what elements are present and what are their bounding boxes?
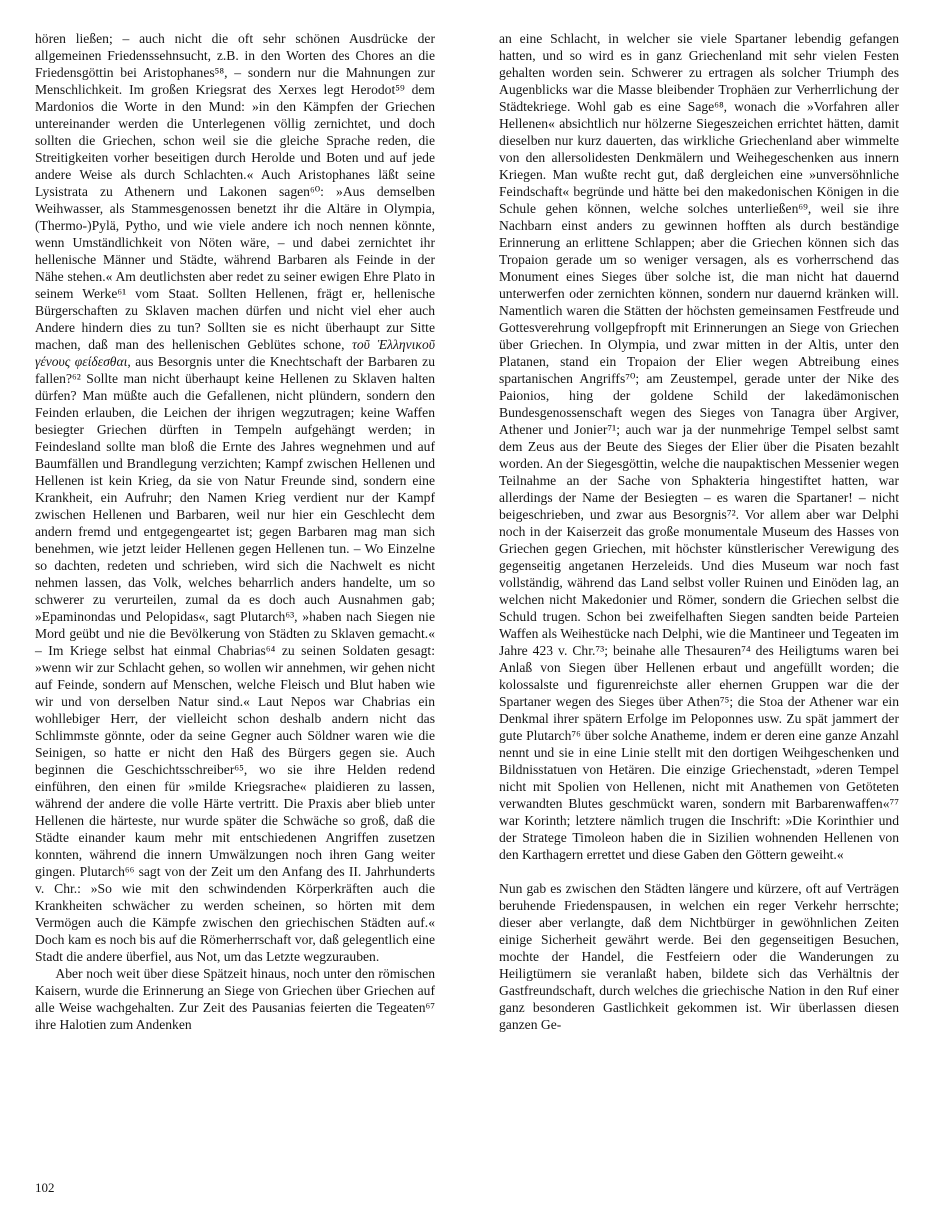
- greek-phrase: τοῦ Ἑλληνικοῦ γένους φείδεσθαι: [35, 337, 435, 369]
- paragraph: [35, 30, 435, 965]
- page-number: 102: [35, 1180, 55, 1195]
- right-column: [499, 30, 899, 1033]
- paragraph-text: hören ließen; – auch nicht die oft sehr schönen Ausdrücke der allgemeinen Friedenssehnsucht, z.B. in den Worten des Chores an die Friedensgöttin bei Aristophanes⁵⁸, – sondern nur die Mahnungen zur Menschlichkeit. Im großen Kriegsrat des Xerxes legt Herodot⁵⁹ dem Mardonios die Worte in den Mund: »in den Kämpfen der Griechen untereinander werden die Unterlegenen völlig zernichtet, und doch sollten die Griechen, schon weil sie die gleiche Sprache reden, die Streitigkeiten vorher beseitigen durch Herolde und Boten und auf jede andere Weise als durch Schlachten.« Auch Aristophanes läßt seine Lysistrata zu Athenern und Lakonen sagen⁶⁰: »Aus demselben Weihwasser, als Stammesgenossen benetzt ihr die Altäre in Olympia, (Thermo-)Pylä, Pytho, und wie viele andere ich noch nennen könnte, wenn Umständlichkeit von Nöten wäre, – und dabei zernichtet ihr hellenische Männer und Städte, während Barbaren als Feinde in der Nähe stehen.« Am deutlichsten aber redet zu seiner ewigen Ehre Plato in seinem Werke⁶¹ vom Staat. Sollten Hellenen, frägt er, hellenische Bürgerschaften zu Sklaven machen dürfen und nicht viel eher auch Andere hindern dies zu tun? Sollten sie es nicht überhaupt zur Sitte machen, daß man des hellenischen Geblütes schone,: [35, 31, 435, 352]
- text-columns: [35, 30, 900, 1033]
- paragraph: an eine Schlacht, in welcher sie viele Spartaner lebendig gefangen hatten, und so wird es in ganz Griechenland mit sehr vielen Festen gehalten worden sein. Schwerer zu ertragen als solcher Triumph des Augenblicks war die Masse bleibender Trophäen zur Verherrlichung der Städtekriege. Wohl gab es eine Sage⁶⁸, wonach die »Vorfahren aller Hellenen« absichtlich nur hölzerne Siegeszeichen errichtet hätten, damit dieselben nur kurz dauerten, das wirkliche Griechenland aber wimmelte von den allersolidesten Denkmälern und Weihegeschenken aus innern Kriegen. Man wußte recht gut, daß dergleichen eine »unversöhnliche Feindschaft« begründe und hätte bei den makedonischen Königen in die Schule gehen können, welche solches unterließen⁶⁹, weil sie ihre Nachbarn einst anders zu gewinnen hofften als durch beständige Erinnerung an erlittene Schlappen; aber die Griechen können sich das Tropaion gerade um so weniger versagen, als es vorherrschend das Monument eines Sieges über solche ist, die man nicht hat dauernd unterwerfen oder zernichten können, sondern nur dauernd kränken will. Namentlich waren die Stätten der höchsten gemeinsamen Festfreude und Gottesverehrung vollgepfropft mit Erinnerungen an Siege von Griechen über Griechen. In Olympia, und zwar mitten in der Altis, unter den Platanen, stand ein Tropaion der Elier wegen Abtreibung eines spartanischen Angriffs⁷⁰; am Zeustempel, gerade unter der Nike des Paionios, hing der goldene Schild der lakedämonischen Bundesgenossenschaft wegen des Sieges von Tanagra über Argiver, Athener und Jonier⁷¹; auch war ja der nunmehrige Tempel selbst samt dem Zeus aus der Beute des Sieges der Elier über die Pisaten bezahlt worden. An der Siegesgöttin, welche die naupaktischen Messenier wegen Teilnahme an der Sache von Sphakteria hingestiftet hatten, war allerdings der Name der Besiegten – es waren die Spartaner! – nicht beigeschrieben, und zwar aus Besorgnis⁷². Vor allem aber war Delphi noch in der Kaiserzeit das große monumentale Museum des Hasses von Griechen gegen Griechen, mit höchster künstlerischer Verewigung des gegenseitig angetanen Herzeleids. Und dies Museum war noch fast vollständig, während das Land selbst voller Ruinen und Einöden lag, an welchen nicht Makedonier und Römer, sondern die Griechen selbst die Schuld trugen. Schon bei zweifelhaften Siegen sandten beide Parteien Waffen als Weihestücke nach Delphi, wie die Mantineer und Tegeaten im Jahre 423 v. Chr.⁷³; beinahe alle Thesauren⁷⁴ des Heiligtums waren bei Anlaß von Siegen über Hellenen erbaut und angefüllt worden; die kolossalste und figurenreichste aller ehernen Gruppen war die der Spartaner wegen des Sieges über Athen⁷⁵; die Stoa der Athener war ein Denkmal ihrer spätern Erfolge im Peloponnes usw. Zu spät jammert der gute Plutarch⁷⁶ über solche Anatheme, indem er deren eine ganze Anzahl nennt und sie in eine Linie stellt mit den dortigen Weihgeschenken und Bildnisstatuen von Hetären. Die einzige Griechenstadt, »deren Tempel nicht mit Spolien von Hellenen, nicht mit Anathemen von Getöteten verwandten Blutes geschmückt waren, sondern mit Barbarenwaffen«⁷⁷ war Korinth; letztere nämlich trugen die Inschrift: »Die Korinthier und der Stratege Timoleon haben die in Sizilien wohnenden Hellenen von den Karthagern errettet und diese Gaben den Göttern geweiht.«: [499, 31, 899, 862]
- paragraph: Aber noch weit über diese Spätzeit hinaus, noch unter den römischen Kaisern, wurde die Erinnerung an Siege von Griechen über Griechen auf alle Weise wachgehalten. Zur Zeit des Pausanias feierten die Tegeaten⁶⁷ ihre Halotien zum Andenken: [35, 966, 435, 1032]
- paragraph-text: , aus Besorgnis unter die Knechtschaft der Barbaren zu fallen?⁶² Sollte man nicht überhaupt keine Hellenen zu Sklaven halten dürfen? Man müßte auch die Gefallenen, nicht plündern, sondern den Feinden erlauben, die Leichen der ihrigen wegzutragen; keine Waffen besiegter Griechen dürften in Tempeln aufgehängt werden; in Feindesland sollte man bloß die Ernte des Jahres wegnehmen und auf Baumfällen und Brandlegung verzichten; Kampf zwischen Hellenen und Hellenen ist kein Krieg, da sie von Natur Freunde sind, sondern eine Krankheit, ein Aufruhr; den Namen Krieg verdient nur der Kampf zwischen Hellenen und Barbaren, weil nur hier ein Geschlecht dem andern fremd und entgegengeartet ist; gegen Barbaren mag man sich benehmen, wie jetzt leider Hellenen gegen Hellenen tun. – Wo Einzelne so dachten, redeten und schrieben, wird sich die Nachwelt es nicht nehmen lassen, das Volk, welches beharrlich anders handelte, um so schwerer zu verurteilen, zumal da es doch auch Ausnahmen gab; »Epaminondas und Pelopidas«, sagt Plutarch⁶³, »haben nach Siegen nie Mord geübt und nie die Bevölkerung von Städten zu Sklaven gemacht.« – Im Kriege selbst hat einmal Chabrias⁶⁴ zu seinen Soldaten gesagt: »wenn wir zur Schlacht gehen, so wollen wir annehmen, wir gehen nicht auf Feinde, sondern auf Menschen, welche Fleisch und Blut haben wie wir und von derselben Natur sind.« Laut Nepos war Chabrias ein wohllebiger Herr, der vielleicht schon deshalb andern nicht das Schlimmste gönnte, oder da seine Gegner auch Söldner waren wie die Seinigen, so hatte er nicht den Haß des Bürgers gegen sie. Auch beginnen die Geschichtsschreiber⁶⁵, wo sie ihre Helden redend einführen, den einen für »milde Kriegsrache« plaidieren zu lassen, während der andere die volle Härte vertritt. Die Praxis aber blieb unter Hellenen die härteste, nur wurde später die Schwäche so groß, daß die Städte einander kaum mehr mit entschiedenen Angriffen zusetzen konnten, während die innern Umwälzungen noch ihren Gang weiter gingen. Plutarch⁶⁶ sagt von der Zeit um den Anfang des II. Jahrhunderts v. Chr.: »So wie mit den schwindenden Körperkräften auch die Krankheiten schwächer zu werden scheinen, so hörten mit dem Vermögen auch die Kämpfe zwischen den griechischen Städten auf.« Doch kam es noch bis auf die Römerherrschaft vor, daß gelegentlich eine Stadt die andere überfiel, aus Not, um das Letzte wegzurauben.: [35, 354, 435, 964]
- left-column: [35, 30, 435, 1033]
- paragraph: Nun gab es zwischen den Städten längere und kürzere, oft auf Verträgen beruhende Friedenspausen, in welchen ein reger Verkehr herrschte; dieser aber verlangte, daß dem Nichtbürger in gewöhnlichen Zeiten einige Sicherheit gewährt werde. Bei den gegenseitigen Besuchen, mochte der Handel, die Festfeiern oder die Wanderungen zu Heiligtümern sie veranlaßt haben, bildete sich das Verhältnis der Gastfreundschaft, durch welches die griechische Nation in den Ruf einer ganz besonderen Gastlichkeit gekommen ist. Wir überlassen diesen ganzen Ge-: [499, 881, 899, 1032]
